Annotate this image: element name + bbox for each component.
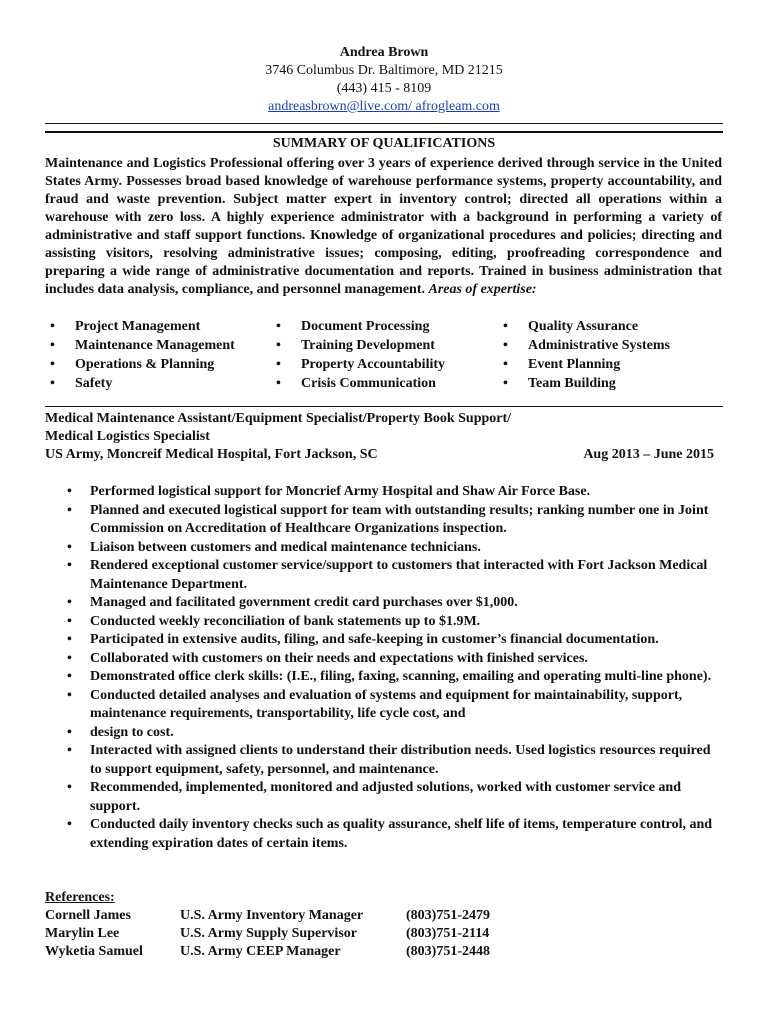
reference-name: Marylin Lee — [45, 926, 120, 941]
email-link[interactable]: andreasbrown@live.com/ afrogleam.com — [268, 99, 500, 114]
contact-header — [0, 44, 768, 116]
summary-text: Maintenance and Logistics Professional offering over 3 years of experience derived through service in the United States Army. Possesses broad based knowledge of warehouse performance systems, property accountability, and fraud and waste prevention. Subject matter expert in inventory control; directed all operations within a warehouse with zero loss. A highly experience administrator with a background in performing a variety of administrative and staff support functions. Knowledge of organizational procedures and policies; directing and assisting visitors, resolving administrative issues; composing, editing, proofreading correspondence and preparing a wide range of administrative documentation and reports. Trained in business administration that includes data analysis, compliance, and personnel management. — [45, 156, 722, 297]
skills-column — [498, 317, 670, 393]
duty-item: • Conducted daily inventory checks such as quality assurance, shelf life of items, temperature control, and extending expiration dates of certain items. — [65, 816, 725, 853]
reference-phone: (803)751-2479 — [406, 908, 490, 923]
skill-item: • Administrative Systems — [498, 336, 670, 355]
references-heading: References: — [45, 890, 115, 905]
job-title: Medical Maintenance Assistant/Equipment Specialist/Property Book Support/ — [45, 411, 512, 426]
divider — [45, 406, 723, 407]
reference-row — [45, 925, 545, 943]
skill-item: • Operations & Planning — [45, 355, 235, 374]
skill-item: • Training Development — [271, 336, 445, 355]
job-title-continued: Medical Logistics Specialist — [45, 429, 210, 444]
duty-item: • Demonstrated office clerk skills: (I.E., filing, faxing, scanning, emailing and operating multi-line phone). — [65, 668, 725, 687]
duties-list — [65, 483, 725, 853]
employer: US Army, Moncreif Medical Hospital, Fort Jackson, SC — [45, 447, 378, 462]
reference-phone: (803)751-2114 — [406, 926, 490, 941]
reference-title: U.S. Army Inventory Manager — [180, 908, 364, 923]
duty-item: • Planned and executed logistical support for team with outstanding results; ranking number one in Joint Commission on Accreditation of Healthcare Organizations inspection. — [65, 502, 725, 539]
divider — [45, 131, 723, 133]
skills-column — [45, 317, 235, 393]
skill-item: • Event Planning — [498, 355, 670, 374]
skill-item: • Project Management — [45, 317, 235, 336]
duty-item: • Interacted with assigned clients to understand their distribution needs. Used logistics resources required to support equipment, safety, personnel, and maintenance. — [65, 742, 725, 779]
reference-row — [45, 907, 545, 925]
job-dates: Aug 2013 – June 2015 — [583, 447, 714, 462]
skills-column — [271, 317, 445, 393]
duty-item: • Collaborated with customers on their needs and expectations with finished services. — [65, 650, 725, 669]
reference-name: Cornell James — [45, 908, 131, 923]
skill-item: • Crisis Communication — [271, 374, 445, 393]
reference-title: U.S. Army CEEP Manager — [180, 944, 341, 959]
skill-item: • Property Accountability — [271, 355, 445, 374]
duty-item: • Conducted weekly reconciliation of bank statements up to $1.9M. — [65, 613, 725, 632]
duty-item: • design to cost. — [65, 724, 725, 743]
address: 3746 Columbus Dr. Baltimore, MD 21215 — [265, 63, 503, 78]
duty-item: • Rendered exceptional customer service/support to customers that interacted with Fort Jackson Medical Maintenance Department. — [65, 557, 725, 594]
reference-phone: (803)751-2448 — [406, 944, 490, 959]
reference-row — [45, 943, 545, 961]
job-header — [45, 410, 722, 464]
reference-name: Wyketia Samuel — [45, 944, 143, 959]
duty-item: • Liaison between customers and medical maintenance technicians. — [65, 539, 725, 558]
references-section — [45, 889, 545, 961]
duty-item: • Managed and facilitated government credit card purchases over $1,000. — [65, 594, 725, 613]
skill-item: • Document Processing — [271, 317, 445, 336]
duty-item: • Performed logistical support for Moncrief Army Hospital and Shaw Air Force Base. — [65, 483, 725, 502]
skill-item: • Quality Assurance — [498, 317, 670, 336]
reference-title: U.S. Army Supply Supervisor — [180, 926, 357, 941]
phone: (443) 415 - 8109 — [336, 81, 432, 96]
skill-item: • Maintenance Management — [45, 336, 235, 355]
divider — [45, 123, 723, 124]
applicant-name: Andrea Brown — [339, 45, 429, 60]
skill-item: • Team Building — [498, 374, 670, 393]
duty-item: • Conducted detailed analyses and evaluation of systems and equipment for maintainability, support, maintenance requirements, transportability, life cycle cost, and — [65, 687, 725, 724]
skill-item: • Safety — [45, 374, 235, 393]
duty-item: • Recommended, implemented, monitored and adjusted solutions, worked with customer service and support. — [65, 779, 725, 816]
expertise-label: Areas of expertise: — [428, 282, 537, 297]
summary-paragraph — [45, 155, 722, 299]
duty-item: • Participated in extensive audits, filing, and safe-keeping in customer’s financial documentation. — [65, 631, 725, 650]
summary-heading: SUMMARY OF QUALIFICATIONS — [272, 136, 496, 151]
